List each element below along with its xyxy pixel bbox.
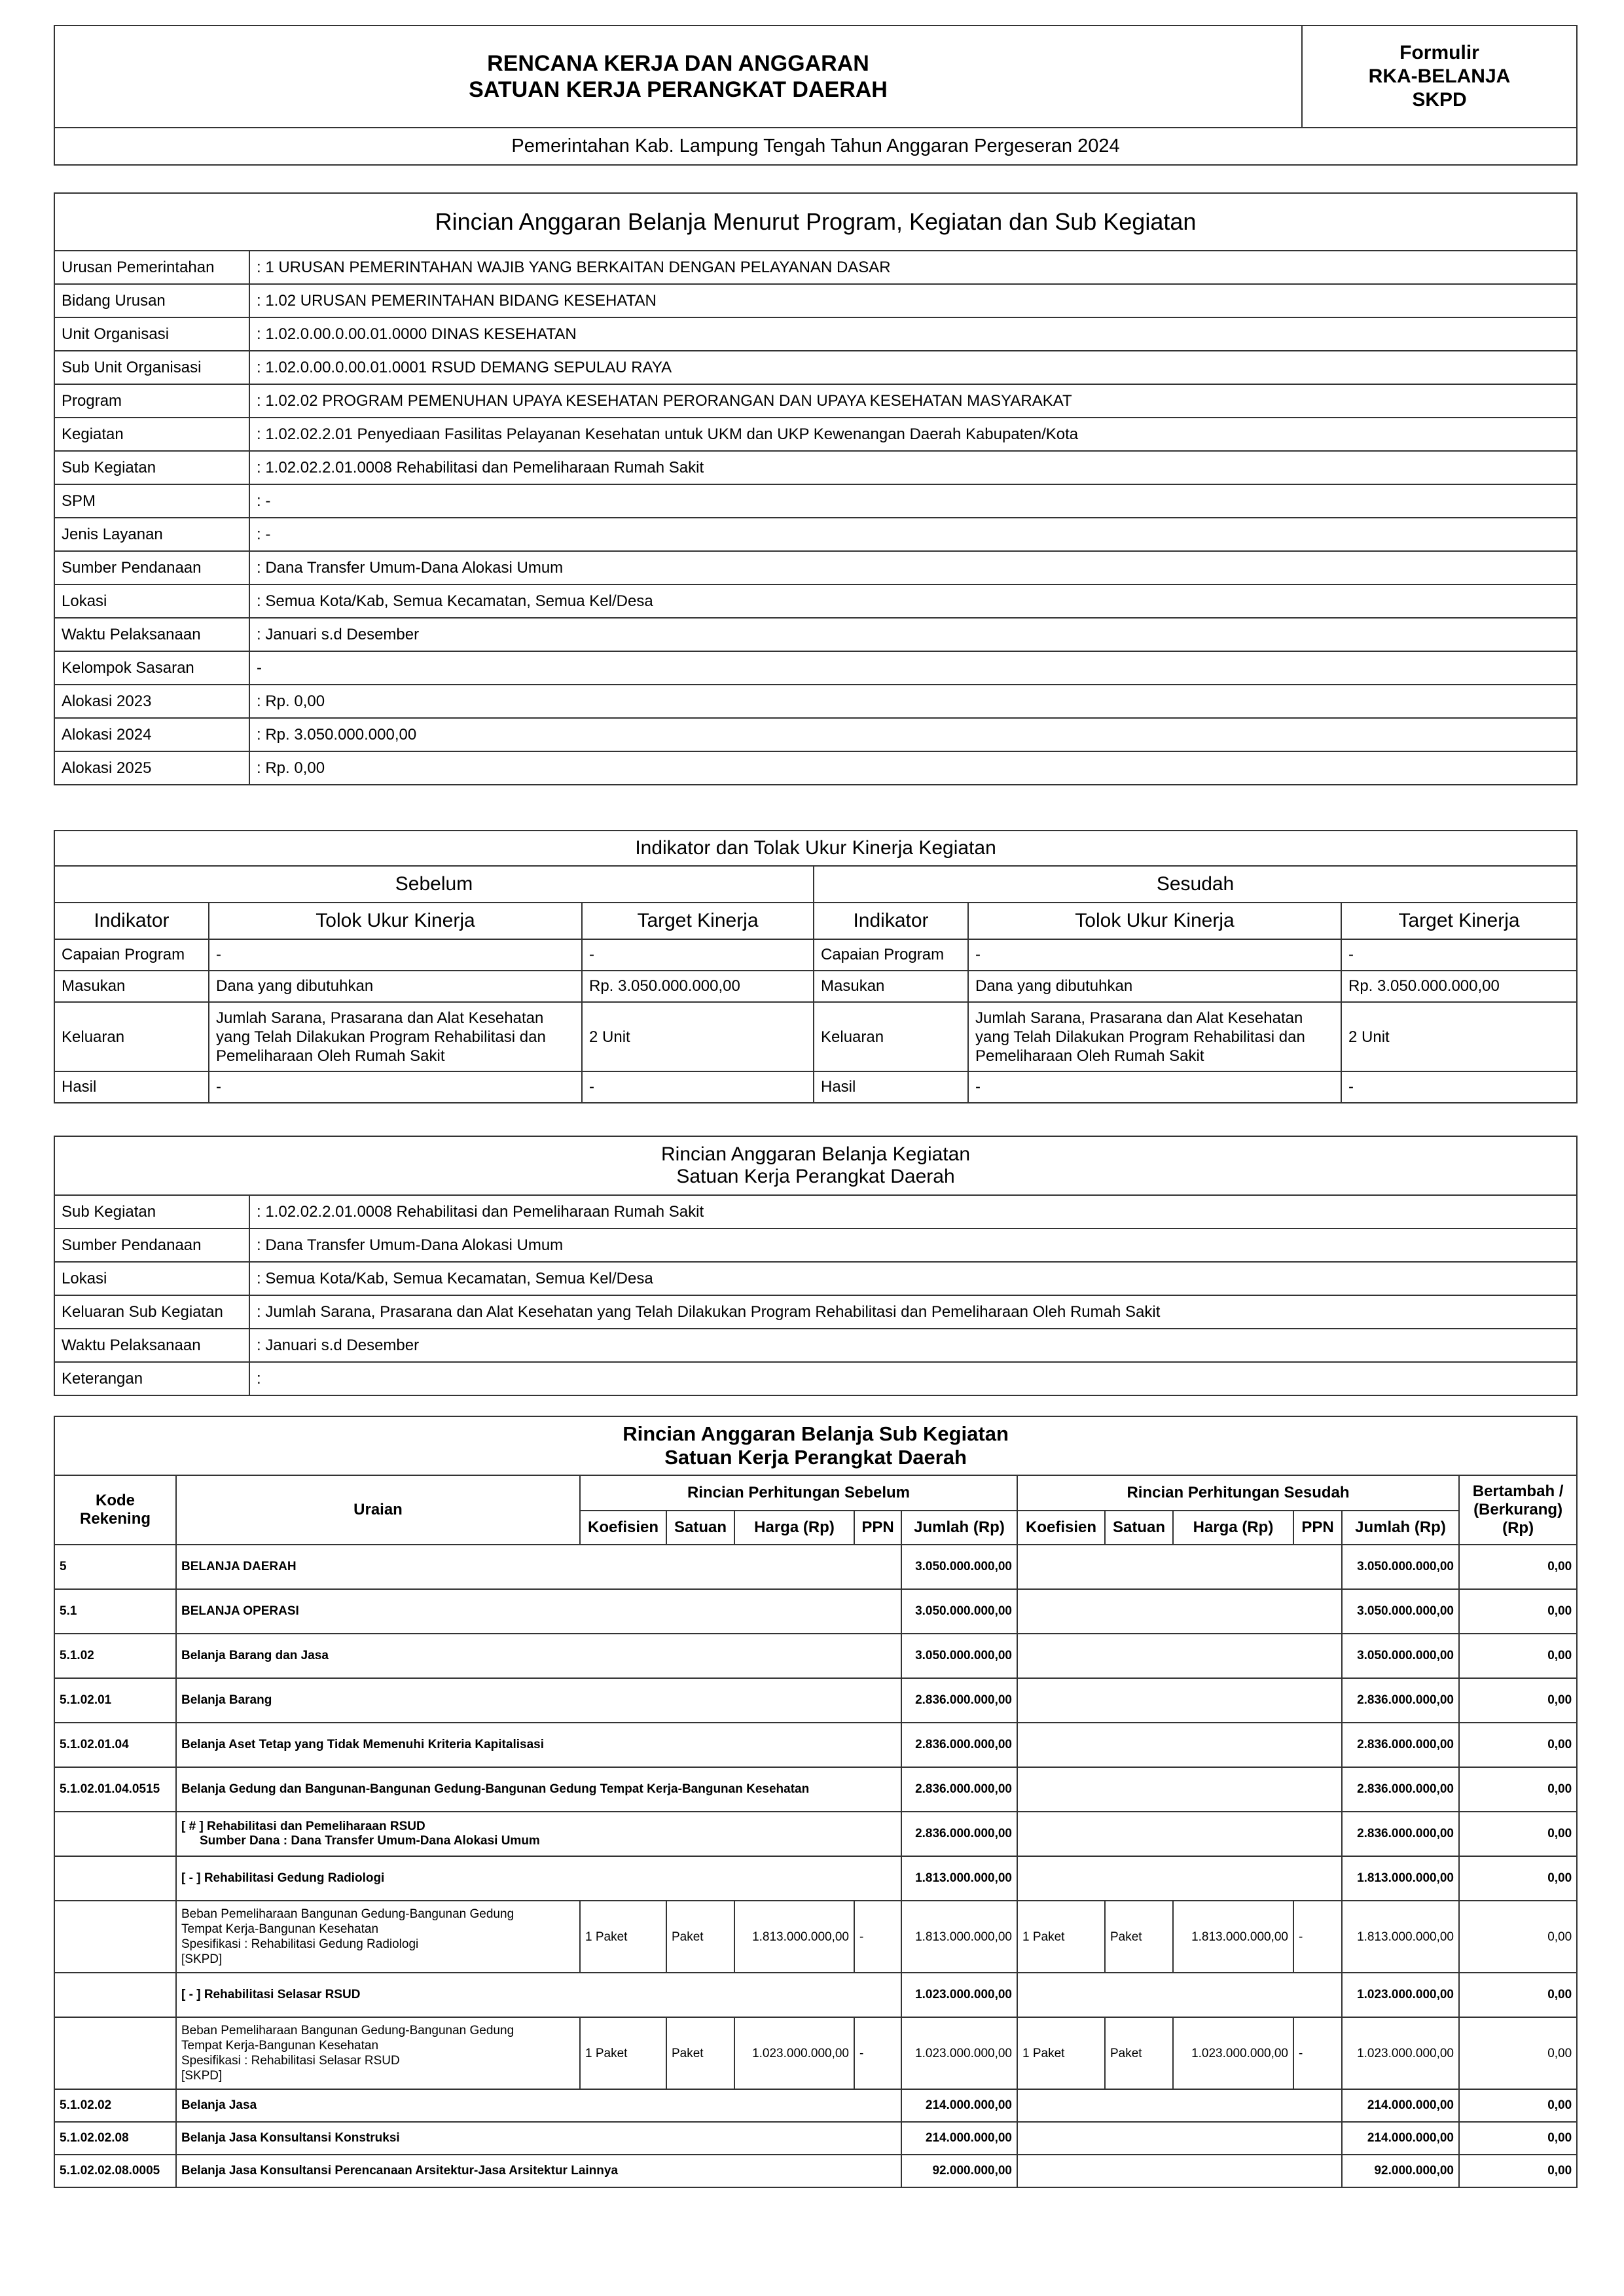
empty-after-detail: [1017, 1856, 1342, 1901]
info-row: [54, 251, 1577, 284]
uraian: [176, 1856, 901, 1901]
jumlah-after: 2.836.000.000,00: [1342, 1723, 1459, 1767]
info-row: [54, 751, 1577, 785]
indikator-before: Capaian Program: [54, 939, 209, 971]
info-value: : 1.02.02.2.01.0008 Rehabilitasi dan Pemeliharaan Rumah Sakit: [249, 1195, 1577, 1229]
harga-before: 1.813.000.000,00: [734, 1901, 854, 1973]
section-title: [54, 1136, 1577, 1195]
indicator-row: [54, 1002, 1577, 1071]
bertambah-berkurang: 0,00: [1459, 1634, 1577, 1678]
jumlah-after: 3.050.000.000,00: [1342, 1545, 1459, 1589]
jumlah-after: 3.050.000.000,00: [1342, 1589, 1459, 1634]
uraian-text: [ # ] Rehabilitasi dan Pemeliharaan RSUD: [181, 1820, 425, 1833]
budget-row: [54, 1678, 1577, 1723]
info-label: Unit Organisasi: [54, 317, 249, 351]
info-row: [54, 1362, 1577, 1395]
kode-rekening: [54, 1901, 176, 1973]
jumlah-after: 214.000.000,00: [1342, 2122, 1459, 2155]
kode-rekening: [54, 1856, 176, 1901]
info-label: Alokasi 2023: [54, 685, 249, 718]
target-before: -: [582, 1071, 814, 1103]
section-title: Indikator dan Tolak Ukur Kinerja Kegiatan: [54, 831, 1577, 866]
col-ppn: PPN: [854, 1511, 901, 1545]
info-label: Alokasi 2025: [54, 751, 249, 785]
jumlah-after: 3.050.000.000,00: [1342, 1634, 1459, 1678]
uraian: [176, 2155, 901, 2187]
tolok-ukur-after: -: [968, 939, 1341, 971]
uraian: [176, 1973, 901, 2017]
info-value: : 1.02.02.2.01.0008 Rehabilitasi dan Pemeliharaan Rumah Sakit: [249, 451, 1577, 484]
uraian-line: Beban Pemeliharaan Bangunan Gedung-Bangunan Gedung: [181, 1907, 514, 1921]
info-value: : 1.02.02.2.01 Penyediaan Fasilitas Pelayanan Kesehatan untuk UKM dan UKP Kewenangan Daerah Kabupaten/Kota: [249, 418, 1577, 451]
info-value: : Jumlah Sarana, Prasarana dan Alat Kesehatan yang Telah Dilakukan Program Rehabilitasi dan Pemeliharaan Oleh Rumah Sakit: [249, 1295, 1577, 1329]
info-row: [54, 651, 1577, 685]
info-row: [54, 351, 1577, 384]
target-after: Rp. 3.050.000.000,00: [1341, 971, 1577, 1002]
info-label: Sumber Pendanaan: [54, 1229, 249, 1262]
kode-rekening: 5.1.02.02.08.0005: [54, 2155, 176, 2187]
info-row: [54, 317, 1577, 351]
info-value: : Semua Kota/Kab, Semua Kecamatan, Semua Kel/Desa: [249, 1262, 1577, 1295]
uraian-text: BELANJA DAERAH: [181, 1560, 297, 1573]
budget-row: [54, 1634, 1577, 1678]
kode-rekening: 5.1.02.01.04.0515: [54, 1767, 176, 1812]
kode-rekening: 5.1: [54, 1589, 176, 1634]
bertambah-berkurang: 0,00: [1459, 2017, 1577, 2089]
uraian: [176, 1678, 901, 1723]
info-value: : 1.02.02 PROGRAM PEMENUHAN UPAYA KESEHATAN PERORANGAN DAN UPAYA KESEHATAN MASYARAKAT: [249, 384, 1577, 418]
info-row: [54, 1262, 1577, 1295]
uraian-text: Belanja Jasa Konsultansi Konstruksi: [181, 2131, 400, 2145]
col-target: Target Kinerja: [1341, 903, 1577, 939]
kode-rekening: 5.1.02.01.04: [54, 1723, 176, 1767]
koefisien-after: 1 Paket: [1017, 1901, 1105, 1973]
jumlah-before: 1.023.000.000,00: [901, 2017, 1017, 2089]
info-label: Urusan Pemerintahan: [54, 251, 249, 284]
info-row: [54, 1295, 1577, 1329]
col-jumlah: Jumlah (Rp): [1342, 1511, 1459, 1545]
indicator-row: [54, 939, 1577, 971]
col-target: Target Kinerja: [582, 903, 814, 939]
kode-rekening: 5.1.02: [54, 1634, 176, 1678]
jumlah-after: 214.000.000,00: [1342, 2089, 1459, 2122]
uraian-line: Beban Pemeliharaan Bangunan Gedung-Bangunan Gedung: [181, 2024, 514, 2037]
col-koefisien: Koefisien: [580, 1511, 666, 1545]
form-code-2: SKPD: [1412, 89, 1467, 111]
jumlah-after: 1.813.000.000,00: [1342, 1856, 1459, 1901]
info-value: : 1.02.0.00.0.00.01.0001 RSUD DEMANG SEPULAU RAYA: [249, 351, 1577, 384]
col-satuan: Satuan: [1105, 1511, 1173, 1545]
info-label: Program: [54, 384, 249, 418]
uraian: [176, 2089, 901, 2122]
jumlah-after: 2.836.000.000,00: [1342, 1678, 1459, 1723]
jumlah-before: 1.023.000.000,00: [901, 1973, 1017, 2017]
tolok-ukur-after: -: [968, 1071, 1341, 1103]
info-label: Lokasi: [54, 1262, 249, 1295]
harga-after: 1.023.000.000,00: [1173, 2017, 1293, 2089]
uraian: [176, 1589, 901, 1634]
uraian-subtext: Sumber Dana : Dana Transfer Umum-Dana Alokasi Umum: [200, 1834, 540, 1848]
info-label: Alokasi 2024: [54, 718, 249, 751]
kode-rekening: [54, 2017, 176, 2089]
info-value: : 1.02.0.00.0.00.01.0000 DINAS KESEHATAN: [249, 317, 1577, 351]
kode-rekening: 5.1.02.02: [54, 2089, 176, 2122]
col-ppn: PPN: [1293, 1511, 1342, 1545]
ppn-before: -: [854, 2017, 901, 2089]
info-value: : -: [249, 484, 1577, 518]
budget-row: [54, 1856, 1577, 1901]
info-row: [54, 484, 1577, 518]
info-row: [54, 1329, 1577, 1362]
jumlah-before: 92.000.000,00: [901, 2155, 1017, 2187]
tolok-ukur-after: Jumlah Sarana, Prasarana dan Alat Kesehatan yang Telah Dilakukan Program Rehabilitasi dan Pemeliharaan Oleh Rumah Sakit: [968, 1002, 1341, 1071]
jumlah-before: 2.836.000.000,00: [901, 1678, 1017, 1723]
uraian-line: Tempat Kerja-Bangunan Kesehatan: [181, 1922, 379, 1936]
budget-row: [54, 1545, 1577, 1589]
satuan-after: Paket: [1105, 2017, 1173, 2089]
empty-after-detail: [1017, 1634, 1342, 1678]
col-harga: Harga (Rp): [1173, 1511, 1293, 1545]
jumlah-after: 1.813.000.000,00: [1342, 1901, 1459, 1973]
info-row: [54, 551, 1577, 584]
empty-after-detail: [1017, 1767, 1342, 1812]
bertambah-berkurang: 0,00: [1459, 1901, 1577, 1973]
satuan-before: Paket: [666, 1901, 734, 1973]
info-value: : Dana Transfer Umum-Dana Alokasi Umum: [249, 551, 1577, 584]
target-after: -: [1341, 939, 1577, 971]
col-koefisien: Koefisien: [1017, 1511, 1105, 1545]
info-value: : Rp. 3.050.000.000,00: [249, 718, 1577, 751]
title-line-2: Satuan Kerja Perangkat Daerah: [676, 1166, 955, 1187]
kode-rekening: 5.1.02.01: [54, 1678, 176, 1723]
ppn-after: -: [1293, 1901, 1342, 1973]
tolok-ukur-before: Dana yang dibutuhkan: [209, 971, 582, 1002]
jumlah-before: 1.813.000.000,00: [901, 1856, 1017, 1901]
info-value: : Januari s.d Desember: [249, 1329, 1577, 1362]
kode-rekening: 5: [54, 1545, 176, 1589]
uraian-text: BELANJA OPERASI: [181, 1604, 299, 1618]
budget-row: [54, 1589, 1577, 1634]
uraian-text: Belanja Jasa Konsultansi Perencanaan Arsitektur-Jasa Arsitektur Lainnya: [181, 2164, 619, 2178]
empty-after-detail: [1017, 2155, 1342, 2187]
budget-detail-table: [54, 1416, 1578, 2188]
uraian-line: Spesifikasi : Rehabilitasi Gedung Radiologi: [181, 1937, 419, 1951]
info-label: Waktu Pelaksanaan: [54, 618, 249, 651]
budget-row: [54, 2122, 1577, 2155]
col-kode-rekening: Kode Rekening: [54, 1475, 176, 1545]
info-label: SPM: [54, 484, 249, 518]
form-label: Formulir: [1399, 42, 1479, 63]
indikator-after: Capaian Program: [814, 939, 968, 971]
uraian: [176, 2122, 901, 2155]
bertambah-berkurang: 0,00: [1459, 1973, 1577, 2017]
bertambah-berkurang: 0,00: [1459, 1812, 1577, 1856]
indikator-before: Masukan: [54, 971, 209, 1002]
info-label: Sumber Pendanaan: [54, 551, 249, 584]
activity-info-table: [54, 1136, 1578, 1396]
uraian: [176, 1901, 580, 1973]
ppn-before: -: [854, 1901, 901, 1973]
col-satuan: Satuan: [666, 1511, 734, 1545]
uraian: [176, 2017, 580, 2089]
uraian-text: Belanja Gedung dan Bangunan-Bangunan Gedung-Bangunan Gedung Tempat Kerja-Bangunan Kesehatan: [181, 1782, 810, 1796]
budget-row: [54, 1723, 1577, 1767]
info-value: : Rp. 0,00: [249, 685, 1577, 718]
uraian: [176, 1545, 901, 1589]
empty-after-detail: [1017, 1545, 1342, 1589]
harga-after: 1.813.000.000,00: [1173, 1901, 1293, 1973]
koefisien-after: 1 Paket: [1017, 2017, 1105, 2089]
empty-after-detail: [1017, 2122, 1342, 2155]
group-sebelum: Sebelum: [54, 866, 814, 903]
info-row: [54, 618, 1577, 651]
uraian-text: Belanja Jasa: [181, 2098, 257, 2112]
jumlah-before: 214.000.000,00: [901, 2089, 1017, 2122]
title-line-2: SATUAN KERJA PERANGKAT DAERAH: [469, 77, 888, 102]
kode-rekening: [54, 1973, 176, 2017]
jumlah-before: 3.050.000.000,00: [901, 1589, 1017, 1634]
info-label: Bidang Urusan: [54, 284, 249, 317]
col-harga: Harga (Rp): [734, 1511, 854, 1545]
form-code-1: RKA-BELANJA: [1368, 65, 1511, 87]
info-row: [54, 1229, 1577, 1262]
satuan-after: Paket: [1105, 1901, 1173, 1973]
indikator-before: Keluaran: [54, 1002, 209, 1071]
uraian-text: Belanja Barang dan Jasa: [181, 1649, 329, 1662]
info-row: [54, 718, 1577, 751]
info-row: [54, 451, 1577, 484]
col-bertambah-berkurang: Bertambah / (Berkurang) (Rp): [1459, 1475, 1577, 1545]
budget-detail-row: [54, 1901, 1577, 1973]
group-sesudah: Rincian Perhitungan Sesudah: [1017, 1475, 1459, 1511]
jumlah-before: 1.813.000.000,00: [901, 1901, 1017, 1973]
bertambah-berkurang: 0,00: [1459, 1723, 1577, 1767]
tolok-ukur-after: Dana yang dibutuhkan: [968, 971, 1341, 1002]
title-line-1: Rincian Anggaran Belanja Sub Kegiatan: [623, 1422, 1009, 1445]
info-value: : Semua Kota/Kab, Semua Kecamatan, Semua Kel/Desa: [249, 584, 1577, 618]
form-header: [54, 25, 1578, 166]
empty-after-detail: [1017, 1812, 1342, 1856]
group-sesudah: Sesudah: [814, 866, 1577, 903]
info-label: Jenis Layanan: [54, 518, 249, 551]
indikator-after: Keluaran: [814, 1002, 968, 1071]
info-label: Sub Kegiatan: [54, 1195, 249, 1229]
title-line-2: Satuan Kerja Perangkat Daerah: [664, 1446, 967, 1469]
uraian-text: Belanja Aset Tetap yang Tidak Memenuhi Kriteria Kapitalisasi: [181, 1738, 544, 1751]
info-row: [54, 418, 1577, 451]
budget-row: [54, 1812, 1577, 1856]
budget-detail-row: [54, 2017, 1577, 2089]
bertambah-berkurang: 0,00: [1459, 1767, 1577, 1812]
tolok-ukur-before: -: [209, 939, 582, 971]
jumlah-after: 2.836.000.000,00: [1342, 1812, 1459, 1856]
info-value: : Januari s.d Desember: [249, 618, 1577, 651]
info-label: Keluaran Sub Kegiatan: [54, 1295, 249, 1329]
section-title: Rincian Anggaran Belanja Menurut Program, Kegiatan dan Sub Kegiatan: [54, 193, 1577, 251]
bertambah-berkurang: 0,00: [1459, 2089, 1577, 2122]
col-tolok-ukur: Tolok Ukur Kinerja: [968, 903, 1341, 939]
jumlah-after: 1.023.000.000,00: [1342, 2017, 1459, 2089]
uraian: [176, 1767, 901, 1812]
col-uraian: Uraian: [176, 1475, 580, 1545]
bertambah-berkurang: 0,00: [1459, 1545, 1577, 1589]
section-title: [54, 1416, 1577, 1475]
target-before: 2 Unit: [582, 1002, 814, 1071]
info-label: Keterangan: [54, 1362, 249, 1395]
bertambah-berkurang: 0,00: [1459, 1856, 1577, 1901]
uraian-line: [SKPD]: [181, 2069, 223, 2083]
info-label: Sub Unit Organisasi: [54, 351, 249, 384]
group-sebelum: Rincian Perhitungan Sebelum: [580, 1475, 1017, 1511]
title-line-1: RENCANA KERJA DAN ANGGARAN: [487, 51, 869, 76]
koefisien-before: 1 Paket: [580, 2017, 666, 2089]
info-label: Waktu Pelaksanaan: [54, 1329, 249, 1362]
target-before: -: [582, 939, 814, 971]
info-value: : Rp. 0,00: [249, 751, 1577, 785]
info-row: [54, 284, 1577, 317]
info-label: Lokasi: [54, 584, 249, 618]
uraian-text: Belanja Barang: [181, 1693, 272, 1707]
col-tolok-ukur: Tolok Ukur Kinerja: [209, 903, 582, 939]
title-line-1: Rincian Anggaran Belanja Kegiatan: [660, 1143, 971, 1165]
budget-row: [54, 2155, 1577, 2187]
empty-after-detail: [1017, 2089, 1342, 2122]
info-label: Kegiatan: [54, 418, 249, 451]
jumlah-after: 1.023.000.000,00: [1342, 1973, 1459, 2017]
jumlah-after: 92.000.000,00: [1342, 2155, 1459, 2187]
info-value: : 1.02 URUSAN PEMERINTAHAN BIDANG KESEHATAN: [249, 284, 1577, 317]
target-after: -: [1341, 1071, 1577, 1103]
indikator-after: Hasil: [814, 1071, 968, 1103]
col-indikator: Indikator: [814, 903, 968, 939]
tolok-ukur-before: Jumlah Sarana, Prasarana dan Alat Kesehatan yang Telah Dilakukan Program Rehabilitasi dan Pemeliharaan Oleh Rumah Sakit: [209, 1002, 582, 1071]
budget-row: [54, 1973, 1577, 2017]
empty-after-detail: [1017, 1678, 1342, 1723]
empty-after-detail: [1017, 1973, 1342, 2017]
bertambah-berkurang: 0,00: [1459, 2122, 1577, 2155]
indikator-before: Hasil: [54, 1071, 209, 1103]
satuan-before: Paket: [666, 2017, 734, 2089]
jumlah-before: 214.000.000,00: [901, 2122, 1017, 2155]
program-info-table: [54, 192, 1578, 785]
uraian: [176, 1723, 901, 1767]
indicator-row: [54, 1071, 1577, 1103]
uraian-line: Tempat Kerja-Bangunan Kesehatan: [181, 2039, 379, 2053]
bertambah-berkurang: 0,00: [1459, 2155, 1577, 2187]
uraian: [176, 1634, 901, 1678]
jumlah-before: 3.050.000.000,00: [901, 1634, 1017, 1678]
document-title: [54, 26, 1302, 128]
bertambah-berkurang: 0,00: [1459, 1678, 1577, 1723]
info-label: Kelompok Sasaran: [54, 651, 249, 685]
kode-rekening: [54, 1812, 176, 1856]
uraian-text: [ - ] Rehabilitasi Selasar RSUD: [181, 1988, 361, 2001]
indicator-row: [54, 971, 1577, 1002]
uraian: [176, 1812, 901, 1856]
indicator-table: [54, 830, 1578, 1103]
tolok-ukur-before: -: [209, 1071, 582, 1103]
info-row: [54, 1195, 1577, 1229]
bertambah-berkurang: 0,00: [1459, 1589, 1577, 1634]
form-code: [1302, 26, 1577, 128]
target-before: Rp. 3.050.000.000,00: [582, 971, 814, 1002]
uraian-line: Spesifikasi : Rehabilitasi Selasar RSUD: [181, 2054, 400, 2068]
empty-after-detail: [1017, 1589, 1342, 1634]
col-jumlah: Jumlah (Rp): [901, 1511, 1017, 1545]
document-subtitle: Pemerintahan Kab. Lampung Tengah Tahun Anggaran Pergeseran 2024: [54, 128, 1577, 165]
target-after: 2 Unit: [1341, 1002, 1577, 1071]
budget-row: [54, 1767, 1577, 1812]
info-row: [54, 384, 1577, 418]
indikator-after: Masukan: [814, 971, 968, 1002]
kode-rekening: 5.1.02.02.08: [54, 2122, 176, 2155]
info-value: : Dana Transfer Umum-Dana Alokasi Umum: [249, 1229, 1577, 1262]
info-value: :: [249, 1362, 1577, 1395]
budget-row: [54, 2089, 1577, 2122]
info-row: [54, 584, 1577, 618]
ppn-after: -: [1293, 2017, 1342, 2089]
jumlah-before: 2.836.000.000,00: [901, 1812, 1017, 1856]
jumlah-before: 2.836.000.000,00: [901, 1767, 1017, 1812]
info-label: Sub Kegiatan: [54, 451, 249, 484]
koefisien-before: 1 Paket: [580, 1901, 666, 1973]
empty-after-detail: [1017, 1723, 1342, 1767]
jumlah-before: 2.836.000.000,00: [901, 1723, 1017, 1767]
harga-before: 1.023.000.000,00: [734, 2017, 854, 2089]
col-indikator: Indikator: [54, 903, 209, 939]
jumlah-before: 3.050.000.000,00: [901, 1545, 1017, 1589]
jumlah-after: 2.836.000.000,00: [1342, 1767, 1459, 1812]
info-value: : -: [249, 518, 1577, 551]
info-value: : 1 URUSAN PEMERINTAHAN WAJIB YANG BERKAITAN DENGAN PELAYANAN DASAR: [249, 251, 1577, 284]
info-value: -: [249, 651, 1577, 685]
info-row: [54, 685, 1577, 718]
uraian-text: [ - ] Rehabilitasi Gedung Radiologi: [181, 1871, 385, 1885]
info-row: [54, 518, 1577, 551]
uraian-line: [SKPD]: [181, 1952, 223, 1966]
